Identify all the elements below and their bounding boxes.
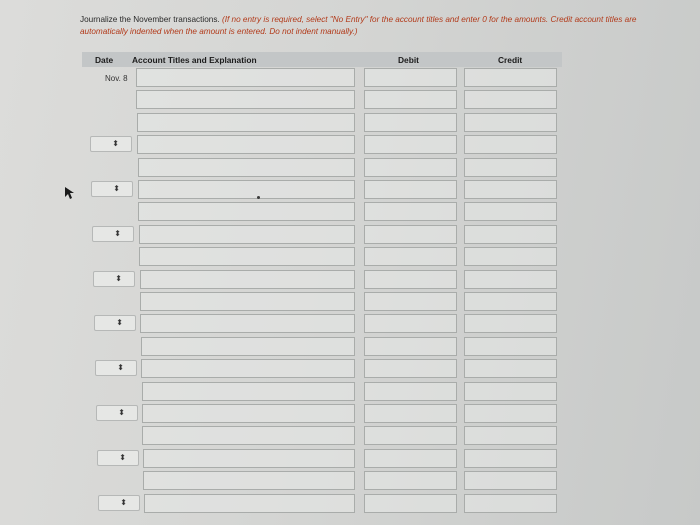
select-arrows-icon: ⬍ xyxy=(114,229,121,238)
credit-input[interactable] xyxy=(464,292,557,311)
credit-input[interactable] xyxy=(464,426,557,445)
mouse-cursor-icon xyxy=(64,186,76,200)
debit-input[interactable] xyxy=(364,202,457,221)
debit-input[interactable] xyxy=(364,68,457,87)
header-credit: Credit xyxy=(498,55,523,65)
debit-input[interactable] xyxy=(364,292,457,311)
credit-input[interactable] xyxy=(464,180,557,199)
credit-input[interactable] xyxy=(464,314,557,333)
debit-input[interactable] xyxy=(364,404,457,423)
debit-input[interactable] xyxy=(364,337,457,356)
debit-input[interactable] xyxy=(364,270,457,289)
account-title-input[interactable] xyxy=(142,404,355,423)
select-arrows-icon: ⬍ xyxy=(117,363,124,372)
instructions xyxy=(80,14,680,38)
account-title-input[interactable] xyxy=(139,247,355,266)
select-arrows-icon: ⬍ xyxy=(120,498,127,507)
date-select[interactable] xyxy=(93,271,135,287)
date-select[interactable] xyxy=(98,495,140,511)
credit-input[interactable] xyxy=(464,158,557,177)
date-select[interactable] xyxy=(95,360,137,376)
account-title-input[interactable] xyxy=(143,449,355,468)
debit-input[interactable] xyxy=(364,180,457,199)
credit-input[interactable] xyxy=(464,247,557,266)
select-arrows-icon: ⬍ xyxy=(113,184,120,193)
debit-input[interactable] xyxy=(364,471,457,490)
account-title-input[interactable] xyxy=(136,68,355,87)
account-title-input[interactable] xyxy=(139,225,355,244)
debit-input[interactable] xyxy=(364,90,457,109)
select-arrows-icon: ⬍ xyxy=(116,318,123,327)
account-title-input[interactable] xyxy=(141,359,355,378)
account-title-input[interactable] xyxy=(138,202,355,221)
account-title-input[interactable] xyxy=(140,270,355,289)
credit-input[interactable] xyxy=(464,404,557,423)
account-title-input[interactable] xyxy=(140,292,355,311)
debit-input[interactable] xyxy=(364,449,457,468)
select-arrows-icon: ⬍ xyxy=(119,453,126,462)
select-arrows-icon: ⬍ xyxy=(112,139,119,148)
debit-input[interactable] xyxy=(364,225,457,244)
credit-input[interactable] xyxy=(464,494,557,513)
debit-input[interactable] xyxy=(364,359,457,378)
account-title-input[interactable] xyxy=(137,113,355,132)
debit-input[interactable] xyxy=(364,426,457,445)
account-title-input[interactable] xyxy=(136,90,355,109)
account-title-input[interactable] xyxy=(137,135,355,154)
account-title-input[interactable] xyxy=(138,180,355,199)
debit-input[interactable] xyxy=(364,382,457,401)
date-select[interactable] xyxy=(96,405,138,421)
date-select[interactable] xyxy=(90,136,132,152)
date-select[interactable] xyxy=(91,181,133,197)
date-select[interactable] xyxy=(94,315,136,331)
header-date: Date xyxy=(95,55,114,65)
account-title-input[interactable] xyxy=(143,471,355,490)
account-title-input[interactable] xyxy=(144,494,355,513)
credit-input[interactable] xyxy=(464,359,557,378)
debit-input[interactable] xyxy=(364,113,457,132)
debit-input[interactable] xyxy=(364,135,457,154)
debit-input[interactable] xyxy=(364,494,457,513)
credit-input[interactable] xyxy=(464,135,557,154)
account-title-input[interactable] xyxy=(141,337,355,356)
credit-input[interactable] xyxy=(464,337,557,356)
credit-input[interactable] xyxy=(464,68,557,87)
credit-input[interactable] xyxy=(464,382,557,401)
account-title-input[interactable] xyxy=(142,382,355,401)
debit-input[interactable] xyxy=(364,158,457,177)
header-debit: Debit xyxy=(398,55,419,65)
credit-input[interactable] xyxy=(464,113,557,132)
credit-input[interactable] xyxy=(464,270,557,289)
debit-input[interactable] xyxy=(364,247,457,266)
header-account-titles: Account Titles and Explanation xyxy=(132,55,257,65)
credit-input[interactable] xyxy=(464,225,557,244)
credit-input[interactable] xyxy=(464,471,557,490)
date-select[interactable] xyxy=(97,450,139,466)
credit-input[interactable] xyxy=(464,90,557,109)
account-title-input[interactable] xyxy=(140,314,355,333)
credit-input[interactable] xyxy=(464,202,557,221)
debit-input[interactable] xyxy=(364,314,457,333)
account-title-input[interactable] xyxy=(142,426,355,445)
select-arrows-icon: ⬍ xyxy=(115,274,122,283)
account-title-input[interactable] xyxy=(138,158,355,177)
stray-dot xyxy=(257,196,260,199)
select-arrows-icon: ⬍ xyxy=(118,408,125,417)
date-label-nov-8: Nov. 8 xyxy=(105,74,128,83)
date-select[interactable] xyxy=(92,226,134,242)
instructions-lead: Journalize the November transactions. xyxy=(80,15,220,24)
instructions-note: (If no entry is required, select "No Entry" for the account titles and enter 0 for the amounts. Credit account titles are automatically indented when the amount is entered. Do not indent manually.) xyxy=(80,15,637,36)
credit-input[interactable] xyxy=(464,449,557,468)
